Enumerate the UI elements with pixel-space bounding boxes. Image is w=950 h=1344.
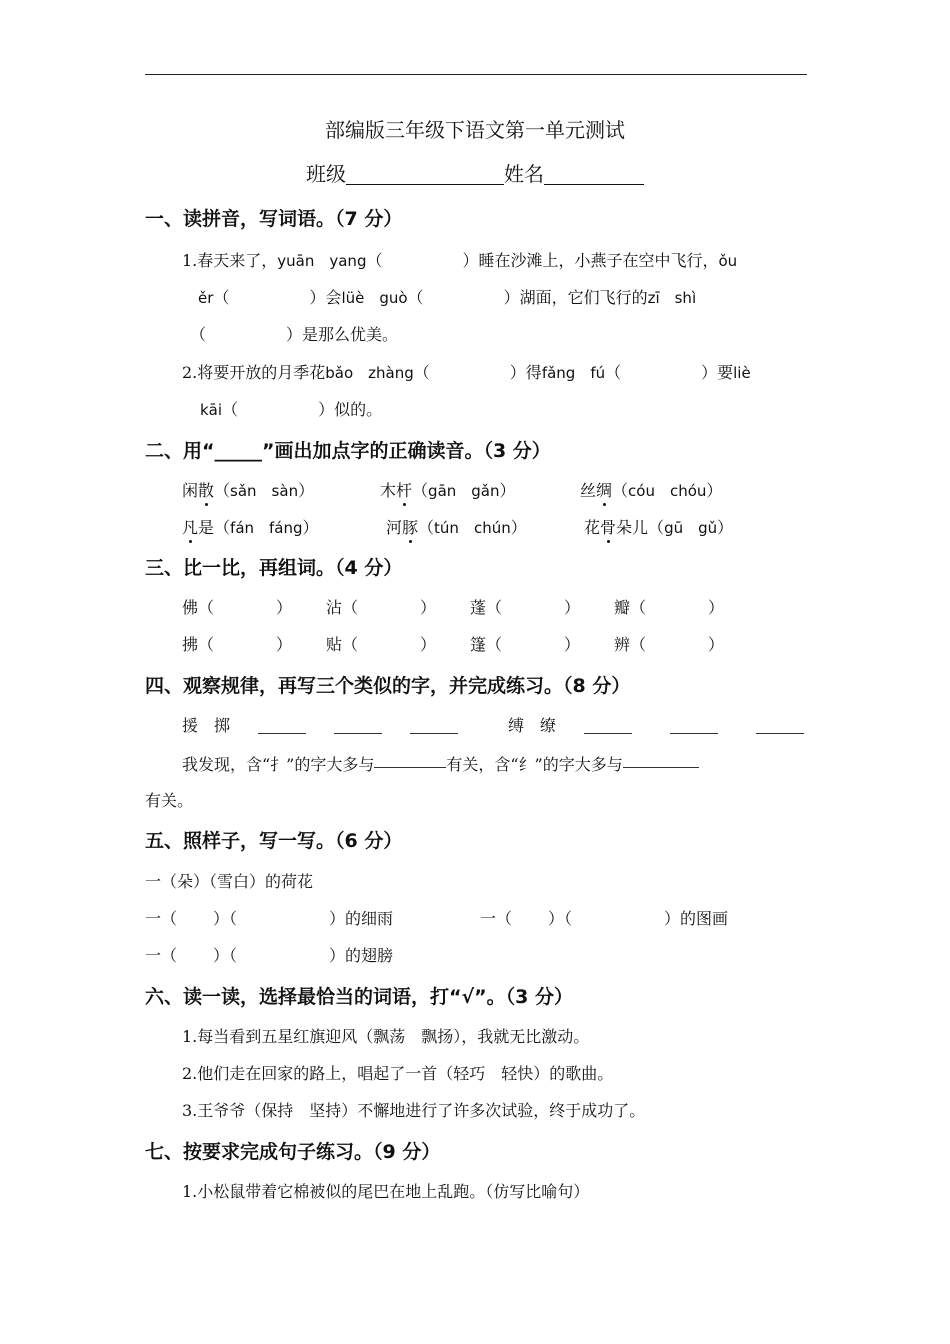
s4-blank[interactable] (258, 715, 306, 734)
section-6-heading: 六、读一读，选择最恰当的词语，打“√”。（3 分） (145, 986, 573, 1008)
s3-cell[interactable]: 蓬（ ） (470, 598, 581, 617)
pinyin: ǒu (718, 252, 738, 270)
section-3-heading: 三、比一比，再组词。（4 分） (145, 557, 403, 579)
pinyin: ěr (198, 289, 214, 307)
section-7-heading: 七、按要求完成句子练习。（9 分） (145, 1141, 441, 1163)
section-4-heading: 四、观察规律，再写三个类似的字，并完成练习。（8 分） (145, 675, 631, 697)
pinyin: kāi (200, 401, 223, 419)
s2-item: 花骨朵儿（gū gǔ） (584, 515, 733, 538)
name-blank[interactable] (544, 164, 644, 185)
dotted-char: 绸 (596, 478, 612, 501)
s4-finding-end: 有关。 (145, 791, 194, 810)
s1-q1-line2: ěr（ ）会lüè guò（ ）湖面，它们飞行的zī shì (198, 288, 697, 307)
s3-cell[interactable]: 佛（ ） (182, 598, 293, 617)
s3-cell[interactable]: 辨（ ） (614, 635, 725, 654)
s2-item: 闲散（sǎn sàn） (182, 478, 314, 501)
s1-q2-line2: kāi（ ）似的。 (200, 400, 383, 419)
s6-item: 2.他们走在回家的路上，唱起了一首（轻巧 轻快）的歌曲。 (182, 1064, 614, 1083)
s4-blank[interactable] (670, 715, 718, 734)
s2-item: 木杆（gān gǎn） (380, 478, 516, 501)
s6-item: 3.王爷爷（保持 坚持）不懈地进行了许多次试验，终于成功了。 (182, 1101, 646, 1120)
pinyin: yuān yang (277, 252, 367, 270)
s7-item: 1.小松鼠带着它棉被似的尾巴在地上乱跑。（仿写比喻句） (182, 1182, 590, 1201)
s1-q1-line3: （ ）是那么优美。 (190, 325, 399, 344)
dotted-char: 骨 (600, 515, 616, 538)
s2-item: 河豚（tún chún） (386, 515, 527, 538)
pinyin: lüè guò (341, 289, 408, 307)
class-name-line (0, 158, 950, 187)
dotted-char: 散 (198, 478, 214, 501)
s4-blank[interactable] (584, 715, 632, 734)
top-rule (145, 74, 807, 75)
page-title: 部编版三年级下语文第一单元测试 (325, 118, 625, 142)
s4-find-blank[interactable] (374, 751, 446, 768)
s3-cell[interactable]: 篷（ ） (470, 635, 581, 654)
section-1-heading: 一、读拼音，写词语。（7 分） (145, 208, 403, 230)
s4-blank[interactable] (756, 715, 804, 734)
s1-q2-line1: 2.将要开放的月季花bǎo zhàng（ ）得fǎng fú（ ）要liè (182, 363, 751, 382)
class-blank[interactable] (346, 164, 504, 185)
s4-finding: 我发现，含“扌”的字大多与 有关，含“纟”的字大多与 (182, 751, 699, 775)
s3-cell[interactable]: 拂（ ） (182, 635, 293, 654)
s3-cell[interactable]: 瓣（ ） (614, 598, 725, 617)
s6-item: 1.每当看到五星红旗迎风（飘荡 飘扬），我就无比激动。 (182, 1027, 590, 1046)
s5-item[interactable]: 一（ ）（ ）的图画 (480, 909, 729, 928)
section-2-heading: 二、用“_____”画出加点字的正确读音。（3 分） (145, 440, 551, 462)
s4-find-blank[interactable] (623, 751, 699, 768)
dotted-char: 杆 (396, 478, 412, 501)
s3-cell[interactable]: 沾（ ） (326, 598, 437, 617)
s2-item: 凡是（fán fáng） (182, 515, 319, 538)
dotted-char: 凡 (182, 515, 198, 538)
s4-group2: 缚 缭 (508, 716, 557, 735)
section-5-heading: 五、照样子，写一写。（6 分） (145, 830, 403, 852)
s1-q1-line1: 1.春天来了，yuān yang（ ）睡在沙滩上，小燕子在空中飞行，ǒu (182, 251, 738, 270)
s4-group1: 援 掷 (182, 716, 231, 735)
s5-item[interactable]: 一（ ）（ ）的翅膀 (145, 946, 394, 965)
pinyin: bǎo zhàng (325, 364, 414, 382)
pinyin: zī shì (647, 289, 697, 307)
s4-blank[interactable] (410, 715, 458, 734)
name-label: 姓名 (504, 162, 544, 186)
pinyin: liè (733, 364, 751, 382)
s5-example: 一（朵）（雪白）的荷花 (145, 872, 314, 891)
s5-item[interactable]: 一（ ）（ ）的细雨 (145, 909, 394, 928)
s2-item: 丝绸（cóu chóu） (580, 478, 722, 501)
s4-blank[interactable] (334, 715, 382, 734)
class-label: 班级 (306, 162, 346, 186)
dotted-char: 豚 (402, 515, 418, 538)
s3-cell[interactable]: 贴（ ） (326, 635, 437, 654)
pinyin: fǎng fú (541, 364, 606, 382)
